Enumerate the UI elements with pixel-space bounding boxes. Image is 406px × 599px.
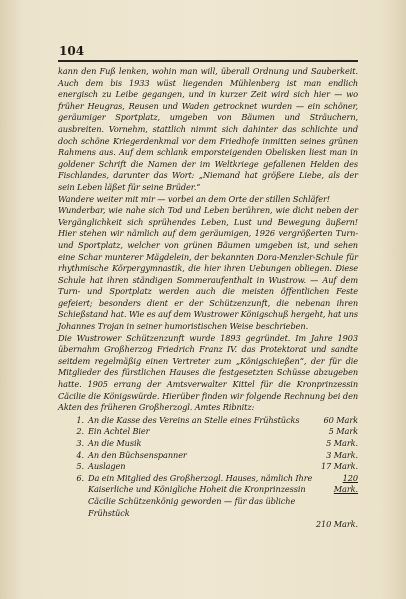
ledger-total: 210 Mark. — [315, 519, 358, 530]
ledger-row: 6. Da ein Mitglied des Großherzogl. Hauses, nämlich Ihre Kaiserliche und Königliche Hoheit die Kronprinzessin Cäcilie Schützenkönig geworden — für das übliche Frühstück 120 Mark. — [76, 472, 358, 518]
paragraph-3: Wunderbar, wie nahe sich Tod und Leben berühren, wie dicht neben der Vergänglichkeit sich sprühendes Leben, Lust und Bewegung äußern! Hier stehen wir nämlich auf dem geräumigen, 1926 vergrößerten Turn- und Sportplatz, welcher von grünen Bäumen umgeben ist, und sehen eine Schar munterer Mägdelein, der bekannten Dora-Menzler-Schule für rhythmische Körpergymnastik, die hier ihren Uebungen obliegen. Diese Schule hat ihren ständigen Sommeraufenthalt in Wustrow. — Auf dem Turn- und Sportplatz werden auch die meisten öffentlichen Feste gefeiert; besonders dient er der Schützenzunft, die nebenan ihren Schießstand hat. Wie es auf dem Wustrower Königschuß hergeht, hat uns Johannes Trojan in seiner humoristischen Weise beschrieben. — [58, 205, 358, 332]
ledger-row: 4. An den Büchsenspanner 3 Mark. — [76, 449, 358, 460]
ledger-row: 2. Ein Achtel Bier 5 Mark — [76, 426, 358, 437]
ledger-row: 3. An die Musik 5 Mark. — [76, 438, 358, 448]
header-rule — [58, 60, 358, 62]
ledger-row: 5. Auslagen 17 Mark. — [76, 461, 358, 472]
paragraph-2: Wandere weiter mit mir — vorbei an dem Orte der stillen Schläfer! — [58, 193, 330, 204]
page-number: 104 — [59, 44, 85, 58]
ledger-row: 1. An die Kasse des Vereins an Stelle eines Frühstücks 60 Mark — [76, 414, 358, 425]
paragraph-1: kann den Fuß lenken, wohin man will, überall Ordnung und Sauberkeit. Auch dem bis 1933 wüst liegenden Mühlenberg ist man endlich energisch zu Leibe gegangen, und in kurzer Zeit wird sich hier — wo früher Heugras, Reusen und Waden getrocknet wurden — ein schöner, geräumiger Sportplatz, umgeben von Bäumen und Sträuchern, ausbreiten. Vornehm, stattlich nimmt sich dahinter das schlichte und doch schöne Kriegerdenkmal vor dem Friedhofe inmitten seines grünen Rahmens aus. Auf dem schlank emporsteigenden Obelisken liest man in goldener Schrift die Namen der im Weltkriege gefallenen Helden des Fischlandes, darunter das Wort: „Niemand hat größere Liebe, als der sein Leben läßet für seine Brüder.“ — [58, 66, 358, 192]
page-body — [58, 66, 358, 531]
paragraph-4: Die Wustrower Schützenzunft wurde 1893 gegründet. Im Jahre 1903 übernahm Großherzog Friedrich Franz IV. das Protektorat und sandte seitdem regelmäßig einen Vertreter zum „Königschießen“, der für die Mitglieder des fürstlichen Hauses die festgesetzten Schüsse abzugeben hatte. 1905 errang der Amtsverwalter Kittel für die Kronprinzessin Cäcilie die Königswürde. Hierüber finden wir folgende Rechnung bei den Akten des früheren Großherzogl. Amtes Ribnitz: — [58, 332, 358, 413]
expense-ledger — [58, 415, 358, 531]
